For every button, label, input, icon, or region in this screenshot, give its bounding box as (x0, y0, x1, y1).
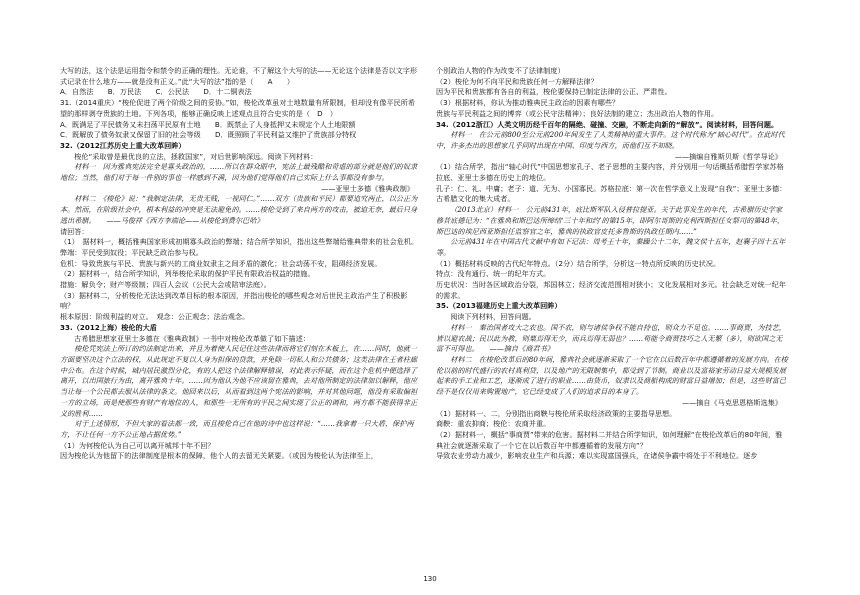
right-column (436, 66, 788, 462)
paragraph-ind: 梭伦“采取曾是最优良的立法，拯救国家”，对后世影响深远。阅读下列材料： (74, 151, 318, 161)
paragraph-q: 32.（2012江苏历史上重大改革回眸） (60, 140, 186, 150)
paragraph-body: 孔子：仁、礼、中庸；老子：道、无为、小国寡民。苏格拉底：第一次在哲学意义上发现“自我”；亚里士多德：古希腊文化的集大成者。 (436, 183, 787, 204)
paragraph-body: 根本原因：阶级利益的对立。 观念：公正观念；法治观念。 (60, 312, 250, 322)
paragraph-body: （1）结合所学，指出“轴心时代”中国思想家孔子、老子思想的主要内容，并分别用一句话概括希腊哲学家苏格拉底、亚里士多德在历史上的地位。 (436, 162, 784, 183)
paragraph-mat: （2013北京）材料一 公元前431年，底比斯军队入侵普拉提亚。关于此事发生的年代，古希腊历史学家修昔底德记为：“在雅典和斯巴达所缔结‘三十年和约’的第15年，即阿尔哥斯的克利西斯担任女祭司的第48年，斯巴达的埃尼西亚斯担任监察官之年，雅典的执政官皮托多鲁斯的执政任期内……” (436, 205, 785, 236)
paragraph-q: 35.（2013福建历史上重大改革回眸） (436, 301, 562, 311)
paragraph-body: 31.（2014重庆）“梭伦促进了两个阶级之间的妥协。”如，梭伦改革虽对土地数量有所限制，但却没有像平民所希望的那样剥夺贵族的土地。下列各项，能够正确反映上述观点且符合史实的是（ D ） (60, 98, 416, 118)
paragraph-body: 商鞅：重农抑商；梭伦：农商并重。 (436, 419, 551, 429)
paragraph-mat: 材料二 在梭伦改革后的80年间，雅典社会就逐渐采取了一个它在以后数百年中都遵循着的发展方向。在梭伦以前的时代盛行的农村真利贷，以及地产的无限制集中，都受到了节制。商业以及富裕家劳动日益大规模发展起来的手工业和工艺，逐渐成了进行的职业……由货币，奴隶以及商船构成的财富日益增加；但是，这些财富已经不是仅仅用来购置地产，它已经变成了人们的追求目的本身了。 (436, 354, 788, 397)
page-number: 130 (423, 575, 437, 583)
paragraph-mat: 材料一 秦治国者攻大之农也。国不农，则与诸侯争权不能自持也，则众力不足也。……事商贾，为技艺，皆以避农战；民以此为教，则粟焉得无少，而兵焉得无弱也？……苟能令商贾技巧之人无繁（多），则欲国之无富不可得也。 ——摘自《商君书》 (436, 322, 786, 354)
paragraph-src: ——亚里士多德《雅典政制》 (321, 183, 414, 193)
paragraph-mat: 公元前431年在中国古代文献中有如下记法：周考王十年，秦躁公十二年，魏文侯十五年，赵襄子四十五年等。 (436, 237, 786, 257)
paragraph-body: （1）概括材料反映的古代纪年特点。（2分）结合所学，分析这一特点所反映的历史状况。 (436, 258, 721, 268)
paragraph-mat: 材料一 因为雅典宪法完全是寡头政治的，……所以在群众眼中，宪法上最残酷和苛虐的部分就是他们的奴隶地位；当然，他们对于每一件别的事也一样感到不满，因为他们觉得他们自己实际上什么事都没有参与。 (60, 162, 418, 183)
paragraph-body: （1）为何梭伦认为自己可以离开城邦十年不回？ (60, 440, 215, 450)
paragraph-src: ——摘自《马克思恩格斯选集》 (681, 397, 782, 407)
paragraph-body: （3）据材料二，分析梭伦无法达到改革目标的根本原因，并指出梭伦的哪些观念对后世民主政治产生了积极影响？ (60, 290, 408, 311)
paragraph-q: 33.（2012上海）梭伦的大盾 (60, 322, 157, 332)
paragraph-body: （2）梭伦为何不向平民和贵族任何一方解释法律？ (436, 76, 598, 86)
paragraph-mat: 材料一 在公元前800至公元前200年间发生了人类精神的重大事件。这个时代称为“轴心时代”。在此时代中，许多杰出的思想家几乎同时出现在中国、印度与西方，而他们互不知晓。 (436, 130, 785, 150)
paragraph-body: （2）据材料一，结合所学知识，列举梭伦采取的保护平民有限政治权益的措施。 (60, 269, 315, 279)
paragraph-body: 弊端：平民受到奴役；平民缺乏政治参与权。 (60, 247, 203, 257)
paragraph-body: 大写的法，这个法是运用指令和禁令的正确的理性。无论谁，不了解这个大写的法——无论这个法律是否以文字形式记录在什么地方——就是没有正义。”此“大写的法”指的是（ A ） (60, 66, 418, 86)
paragraph-mat: 对于上述情形，不但大家的看法都一致，而且梭伦自己在他的诗中也这样说：“……我拿着一只大盾，保护两方，不让任何一方不公正地占据优势。” (60, 419, 414, 439)
paragraph-ind: 古希腊思想家亚里士多德在《雅典政制》一书中对梭伦改革做了如下描述： (74, 333, 310, 343)
paragraph-body: 特点：没有通行、统一的纪年方式。 (436, 269, 551, 279)
paragraph-body: （1）据材料一、二，分别指出商鞅与梭伦所采取经济政策的主要指导思想。 (436, 408, 677, 418)
paragraph-src: ——摘编自雅斯贝斯《哲学导论》 (674, 151, 782, 161)
paragraph-body: 请回答： (60, 226, 89, 236)
left-column (60, 66, 420, 462)
paragraph-body: 因为梭伦认为他留下的法律制度是根本的保障，他个人的去留无关紧要。（或因为梭伦认为法律至上， (60, 451, 378, 461)
paragraph-body: 危机：导致贵族与平民、贵族与新兴的工商业奴隶主之间矛盾的激化；社会动荡不安，阻碍经济发展。 (60, 258, 382, 268)
paragraph-body: A．既满足了平民债务又未扫荡平民原有土地 B．既禁止了人身抵押又未规定个人土地限额 (60, 119, 356, 129)
paragraph-body: A．自然法 B．万民法 C．公民法 D．十二铜表法 (60, 87, 252, 97)
paragraph-body: C．既解放了债务奴隶又保留了旧的社会等级 D．既照顾了平民利益又维护了贵族部分特权 (60, 130, 357, 140)
paragraph-q: 34.（2012浙江）人类文明历经千百年的隔绝、碰撞、交融，不断走向新的“解放”。阅读材料，回答问题。 (436, 119, 779, 129)
paragraph-mat: 材料二 《梭伦》说：“我制定法律，无贵无贱，一视同仁。”……双方（贵族和平民）都要追究两止，以公正为本。然而，在阶级社会中，根本利益的冲突是无法避免的。……梭伦受到了来自两方的攻击，被迫无奈，最后只身逃出希腊。 ——马俊祥《西方李端论——从梭伦到费尔巴哈》 (60, 194, 418, 225)
paragraph-body: 历史状况：当时各区域政治分裂，邦国林立；经济交流范围相对狭小；文化发展相对多元。社会缺乏对统一纪年的需求。 (436, 280, 787, 300)
paragraph-body: 因为平民和贵族都有各自的利益，梭伦要保持已制定法律的公正、严肃性。 (436, 87, 672, 97)
paragraph-body: 贵族与平民利益之间的博弈（或公民守法精神）；良好法制的建立；杰出政治人物的作用。 (436, 108, 719, 118)
paragraph-body: 导致农业劳动力减少，影响农业生产和兵源；难以实现富国强兵，在诸侯争霸中将处于不利地位。逐步 (436, 451, 758, 461)
paragraph-body: （1） 据材料一，概括雅典国家形成初期寡头政治的弊端；结合所学知识，指出这些弊端给雅典带来的社会危机。 (60, 237, 419, 247)
paragraph-mat: 梭伦凭宪法上所订的约法制定出来，并且为着使人民记住这些法律而将它们刻在木板上，在……同时，他就一方面要坚决这个立法的权，从此规定不复以人身为担保的贷款，并免除一切私人和公共债务；这类法律在王者柱廊中公布。在这个时候，城内居民激烈分化，有的人把这个法律解释错误，对此表示怀疑，而在这个危机中便选择了离开，以出国旅行为由，离开雅典十年。……因为他认为他不应该留在雅典，去对他所制定的法律加以解释，他应当让每一个公民都去服从法律的条文。他回来以后，从而看到这两个宪法的影响，并对其他问题，他没有采取偏袒一方的立场，而是使那些有财产有地位的人，和那些一无所有的平民之间实现了公正的调和，两方都不能获得非正义的胜利…… (60, 344, 418, 418)
paragraph-body: （3）根据材料，你认为推动雅典民主政治的因素有哪些？ (436, 98, 620, 108)
paragraph-body: （2）据材料一，概括“事商贾”带来的危害。据材料二并结合所学知识，如何理解“在梭伦改革后的80年间，雅典社会就逐渐采取了一个它在以后数百年中都遵循着的发展方向”？ (436, 429, 783, 450)
paragraph-body: 措施：解负令；财产等级制；四百人会议（公民大会或陪审法庭）。 (60, 280, 271, 290)
paragraph-body: 个别政治人物的作为改变不了法律制度） (436, 66, 565, 75)
paragraph-ind: 阅读下列材料，回答问题。 (450, 312, 536, 322)
